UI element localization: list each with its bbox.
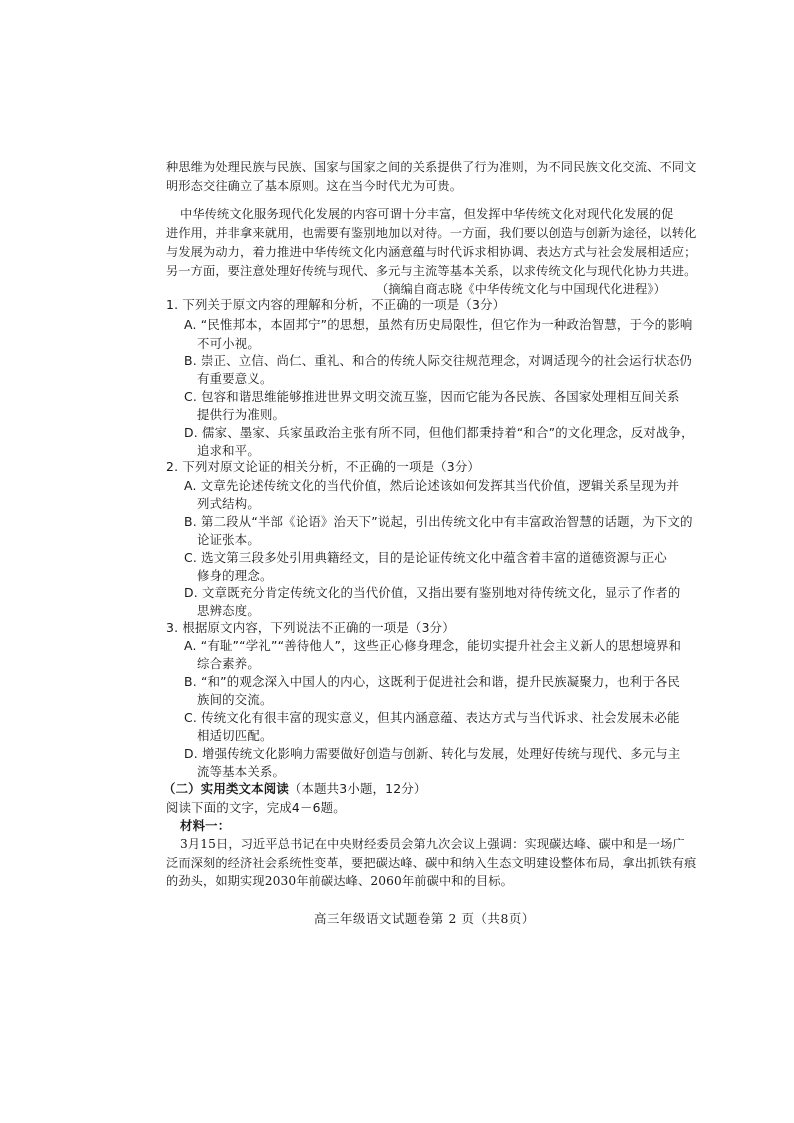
option-2b: B. 第二段从“半部《论语》治天下”说起，引出传统文化中有丰富政治智慧的话题，为下文的 (184, 514, 693, 529)
option-3c: C. 传统文化有很丰富的现实意义，但其内涵意蕴、表达方式与当代诉求、社会发展未必能 (184, 710, 680, 725)
option-1b-cont: 有重要意义。 (197, 371, 273, 386)
option-2d-cont: 思辨态度。 (197, 603, 260, 618)
passage-line: 中华传统文化服务现代化发展的内容可谓十分丰富，但发挥中华传统文化对现代化发展的促 (180, 207, 674, 221)
option-3a-cont: 综合素养。 (197, 656, 260, 671)
material-line: 泛而深刻的经济社会系统性变革，要把碳达峰、碳中和纳入生态文明建设整体布局，拿出抓铁有痕 (166, 856, 697, 870)
option-2a: A. 文章先论述传统文化的当代价值，然后论述该如何发挥其当代价值，逻辑关系呈现为并 (184, 478, 680, 493)
question-3-stem: 3. 根据原文内容，下列说法不正确的一项是（3分） (166, 620, 455, 635)
option-1d: D. 儒家、墨家、兵家虽政治主张有所不同，但他们都秉持着“和合”的文化理念，反对战争， (184, 425, 694, 440)
passage-source: （摘编自商志晓《中华传统文化与中国现代化进程》） (376, 282, 666, 296)
section-heading-note: （本题共3小题，12分） (288, 781, 427, 796)
option-3a: A. “有耻”“学礼”“善待他人”，这些正心修身理念，能切实提升社会主义新人的思想境界和 (184, 638, 682, 653)
passage-line: 与发展为动力，着力推进中华传统文化内涵意蕴与时代诉求相协调、表达方式与社会发展相适应； (166, 245, 697, 259)
section-heading-title: （二）实用类文本阅读 (163, 781, 289, 796)
material-line: 的劲头，如期实现2030年前碳达峰、2060年前碳中和的目标。 (166, 874, 513, 888)
question-2-stem: 2. 下列对原文论证的相关分析，不正确的一项是（3分） (166, 459, 481, 474)
passage-line: 进作用，并非拿来就用，也需要有鉴别地加以对待。一方面，我们要以创造与创新为途径，以转化 (166, 226, 697, 240)
option-1a-cont: 不可小视。 (197, 336, 260, 351)
option-1a: A. “民惟邦本，本固邦宁”的思想，虽然有历史局限性，但它作为一种政治智慧，于今的影响 (184, 317, 693, 332)
passage-line: 明形态交往确立了基本原则。这在当今时代尤为可贵。 (166, 179, 463, 193)
option-2a-cont: 列式结构。 (197, 496, 260, 511)
option-2c-cont: 修身的理念。 (197, 568, 273, 583)
option-2d: D. 文章既充分肯定传统文化的当代价值，又指出要有鉴别地对待传统文化，显示了作者的 (184, 585, 681, 600)
page-footer: 高三年级语文试题卷第 2 页（共8页） (314, 911, 535, 926)
option-1c: C. 包容和谐思维能够推进世界文明交流互鉴，因而它能为各民族、各国家处理相互间关系 (184, 389, 680, 404)
option-3d: D. 增强传统文化影响力需要做好创造与创新、转化与发展，处理好传统与现代、多元与主 (184, 746, 681, 761)
question-1-stem: 1. 下列关于原文内容的理解和分析，不正确的一项是（3分） (166, 297, 506, 312)
passage-line: 种思维为处理民族与民族、国家与国家之间的关系提供了行为准则，为不同民族文化交流、不同文 (166, 160, 697, 174)
material-line: 3月15日，习近平总书记在中央财经委员会第九次会议上强调：实现碳达峰、碳中和是一场广 (180, 837, 685, 851)
passage-line: 另一方面，要注意处理好传统与现代、多元与主流等基本关系，以求传统文化与现代化协力共进。 (166, 264, 697, 278)
section-instruction: 阅读下面的文字，完成4－6题。 (166, 800, 346, 815)
section-heading (163, 781, 426, 797)
option-1d-cont: 追求和平。 (197, 443, 260, 458)
option-3c-cont: 相适切匹配。 (197, 728, 273, 743)
option-1c-cont: 提供行为准则。 (197, 407, 286, 422)
option-3b-cont: 族间的交流。 (197, 692, 273, 707)
material-label: 材料一： (180, 818, 231, 833)
option-3d-cont: 流等基本关系。 (197, 764, 286, 779)
option-1b: B. 崇正、立信、尚仁、重礼、和合的传统人际交往规范理念，对调适现今的社会运行状态仍 (184, 353, 693, 368)
option-3b: B. “和”的观念深入中国人的内心，这既利于促进社会和谐，提升民族凝聚力，也利于各民 (184, 674, 681, 689)
option-2c: C. 选文第三段多处引用典籍经文，目的是论证传统文化中蕴含着丰富的道德资源与正心 (184, 550, 667, 565)
option-2b-cont: 论证张本。 (197, 532, 260, 547)
